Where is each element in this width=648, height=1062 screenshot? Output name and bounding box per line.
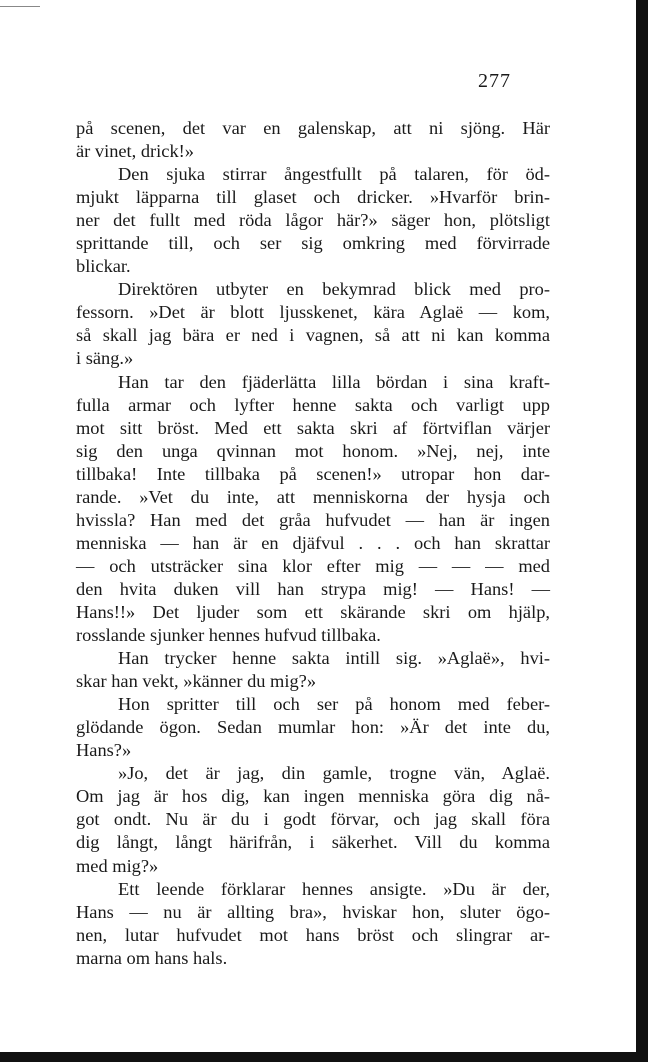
text-line: Ett leende förklarar hennes ansigte. »Du är der, bbox=[118, 878, 550, 899]
text-line: glödande ögon. Sedan mumlar hon: »Är det inte du, bbox=[76, 717, 550, 738]
text-line: skar han vekt, »känner du mig?» bbox=[76, 671, 317, 692]
text-line: blickar. bbox=[76, 256, 131, 277]
text-line: Han tar den fjäderlätta lilla bördan i sina kraft- bbox=[118, 371, 550, 392]
scan-edge-line bbox=[0, 6, 40, 7]
text-line: Hans?» bbox=[76, 740, 132, 761]
scan-border-bottom bbox=[0, 1052, 648, 1062]
text-line: sprittande till, och ser sig omkring med förvirrade bbox=[76, 233, 550, 254]
text-line: den hvita duken vill han strypa mig! — Hans! — bbox=[76, 578, 550, 599]
text-line: »Jo, det är jag, din gamle, trogne vän, Aglaë. bbox=[118, 763, 550, 784]
text-line: nen, lutar hufvudet mot hans bröst och slingrar ar- bbox=[76, 924, 550, 945]
text-line: Direktören utbyter en bekymrad blick med pro- bbox=[118, 279, 550, 300]
text-line: Hans — nu är allting bra», hviskar hon, sluter ögo- bbox=[76, 901, 550, 922]
text-line: mjukt läpparna till glaset och dricker. »Hvarför brin- bbox=[76, 187, 550, 208]
text-line: Hon spritter till och ser på honom med feber- bbox=[118, 694, 550, 715]
scan-border-right bbox=[636, 0, 648, 1062]
page-number: 277 bbox=[478, 70, 511, 92]
text-line: Om jag är hos dig, kan ingen menniska göra dig nå- bbox=[76, 786, 550, 807]
text-line: Hans!!» Det ljuder som ett skärande skri om hjälp, bbox=[76, 601, 550, 622]
text-line: Den sjuka stirrar ångestfullt på talaren, för öd- bbox=[118, 164, 550, 185]
text-line: dig långt, långt härifrån, i säkerhet. Vill du komma bbox=[76, 832, 550, 853]
text-line: menniska — han är en djäfvul . . . och han skrattar bbox=[76, 532, 550, 553]
text-line: — och utsträcker sina klor efter mig — — — med bbox=[76, 555, 550, 576]
text-line: rosslande sjunker hennes hufvud tillbaka. bbox=[76, 625, 381, 646]
text-line: är vinet, drick!» bbox=[76, 141, 194, 162]
text-line: Han trycker henne sakta intill sig. »Aglaë», hvi- bbox=[118, 648, 550, 669]
text-line: hvissla? Han med det gråa hufvudet — han är ingen bbox=[76, 509, 550, 530]
text-line: i säng.» bbox=[76, 348, 134, 369]
text-line: så skall jag bära er ned i vagnen, så att ni kan komma bbox=[76, 325, 550, 346]
text-line: på scenen, det var en galenskap, att ni sjöng. Här bbox=[76, 118, 550, 138]
text-line: rande. »Vet du inte, att menniskorna der hysja och bbox=[76, 486, 550, 507]
text-line: med mig?» bbox=[76, 855, 159, 876]
text-line: ner det fullt med röda lågor här?» säger hon, plötsligt bbox=[76, 210, 550, 231]
text-line: mot sitt bröst. Med ett sakta skri af förtviflan värjer bbox=[76, 417, 550, 438]
text-line: fulla armar och lyfter henne sakta och varligt upp bbox=[76, 394, 550, 415]
body-text bbox=[76, 117, 550, 970]
text-line: got ondt. Nu är du i godt förvar, och jag skall föra bbox=[76, 809, 550, 830]
text-line: marna om hans hals. bbox=[76, 947, 228, 968]
text-line: tillbaka! Inte tillbaka på scenen!» utropar hon dar- bbox=[76, 463, 550, 484]
text-line: sig den unga qvinnan mot honom. »Nej, nej, inte bbox=[76, 440, 550, 461]
text-line: fessorn. »Det är blott ljusskenet, kära Aglaë — kom, bbox=[76, 302, 550, 323]
